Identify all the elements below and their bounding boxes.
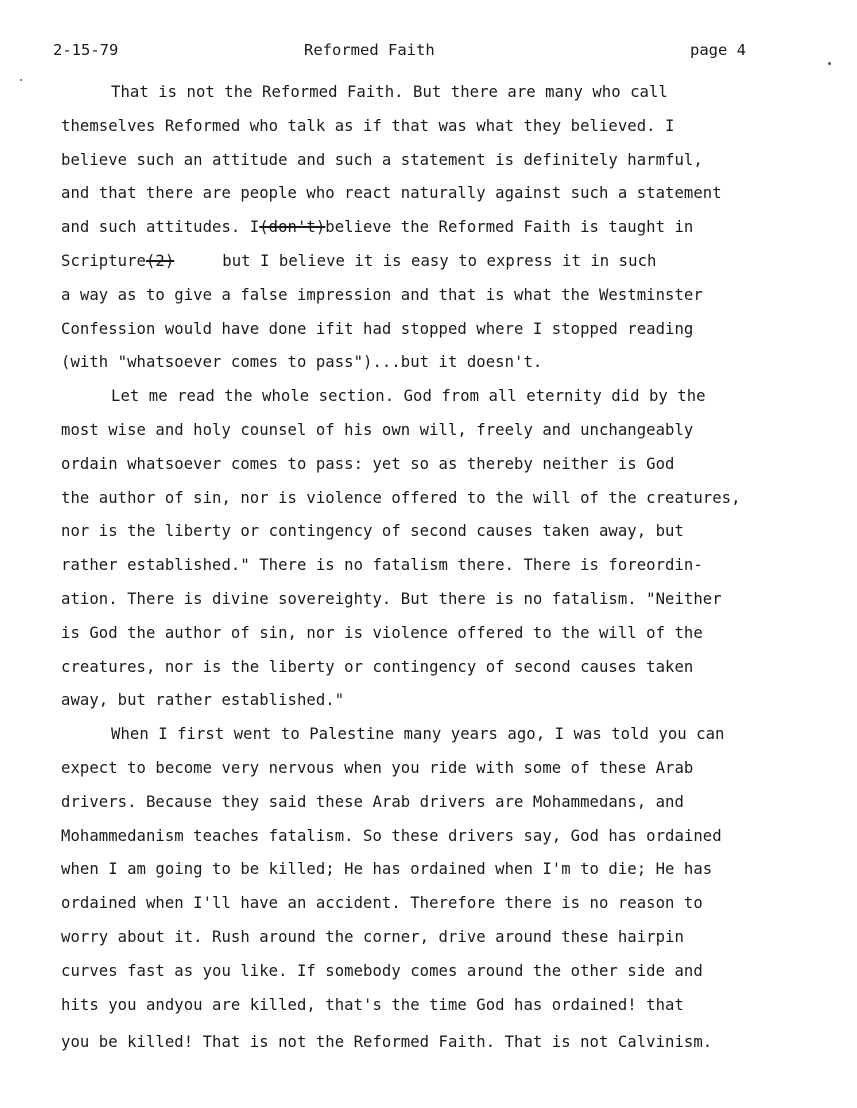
text-segment: believe the Reformed Faith is taught in — [325, 218, 694, 237]
document-date: 2-15-79 — [53, 41, 119, 59]
text-line: is God the author of sin, nor is violence offered to the will of the — [61, 623, 703, 642]
struck-text: (don't) — [259, 218, 326, 237]
text-segment: and such attitudes. I — [61, 218, 260, 237]
text-segment: Scripture — [61, 251, 146, 270]
text-line: the author of sin, nor is violence offered to the will of the creatures, — [61, 488, 741, 507]
page-number: page 4 — [690, 41, 746, 59]
text-line: most wise and holy counsel of his own will, freely and unchangeably — [61, 420, 694, 439]
text-line: rather established." There is no fatalism there. There is foreordin- — [61, 556, 703, 575]
text-line: ordained when I'll have an accident. Therefore there is no reason to — [61, 894, 703, 913]
text-line: expect to become very nervous when you ride with some of these Arab — [61, 758, 694, 777]
text-segment: but I believe it is easy to express it in such — [222, 251, 657, 270]
text-line: When I first went to Palestine many years ago, I was told you can — [111, 725, 725, 744]
text-line: and that there are people who react naturally against such a statement — [61, 184, 722, 203]
text-line: curves fast as you like. If somebody comes around the other side and — [61, 961, 703, 980]
scan-speck — [828, 62, 831, 65]
text-line: hits you andyou are killed, that's the time God has ordained! that — [61, 995, 684, 1014]
scan-speck — [20, 79, 22, 81]
text-line: nor is the liberty or contingency of second causes taken away, but — [61, 522, 684, 541]
text-line: That is not the Reformed Faith. But there are many who call — [111, 83, 668, 101]
text-line — [61, 216, 821, 250]
text-line: Mohammedanism teaches fatalism. So these drivers say, God has ordained — [61, 826, 722, 845]
struck-text: (2) — [145, 251, 175, 270]
document-title: Reformed Faith — [304, 41, 435, 59]
text-line: Let me read the whole section. God from all eternity did by the — [111, 387, 706, 406]
text-line: ation. There is divine sovereighty. But there is no fatalism. "Neither — [61, 589, 722, 608]
text-line — [61, 250, 821, 284]
text-line: (with "whatsoever comes to pass")...but it doesn't. — [61, 353, 543, 372]
text-line: worry about it. Rush around the corner, drive around these hairpin — [61, 927, 684, 946]
text-line: away, but rather established." — [61, 691, 345, 710]
text-line: themselves Reformed who talk as if that was what they believed. I — [61, 116, 675, 135]
body-text — [61, 81, 821, 1064]
text-line: you be killed! That is not the Reformed Faith. That is not Calvinism. — [61, 1032, 713, 1051]
text-line: drivers. Because they said these Arab drivers are Mohammedans, and — [61, 792, 684, 811]
text-line: believe such an attitude and such a statement is definitely harmful, — [61, 150, 703, 169]
text-line: when I am going to be killed; He has ordained when I'm to die; He has — [61, 860, 713, 879]
text-line: creatures, nor is the liberty or contingency of second causes taken — [61, 657, 694, 676]
text-line: a way as to give a false impression and that is what the Westminster — [61, 285, 703, 304]
text-line: ordain whatsoever comes to pass: yet so as thereby neither is God — [61, 454, 675, 473]
text-line: Confession would have done ifit had stopped where I stopped reading — [61, 319, 694, 338]
